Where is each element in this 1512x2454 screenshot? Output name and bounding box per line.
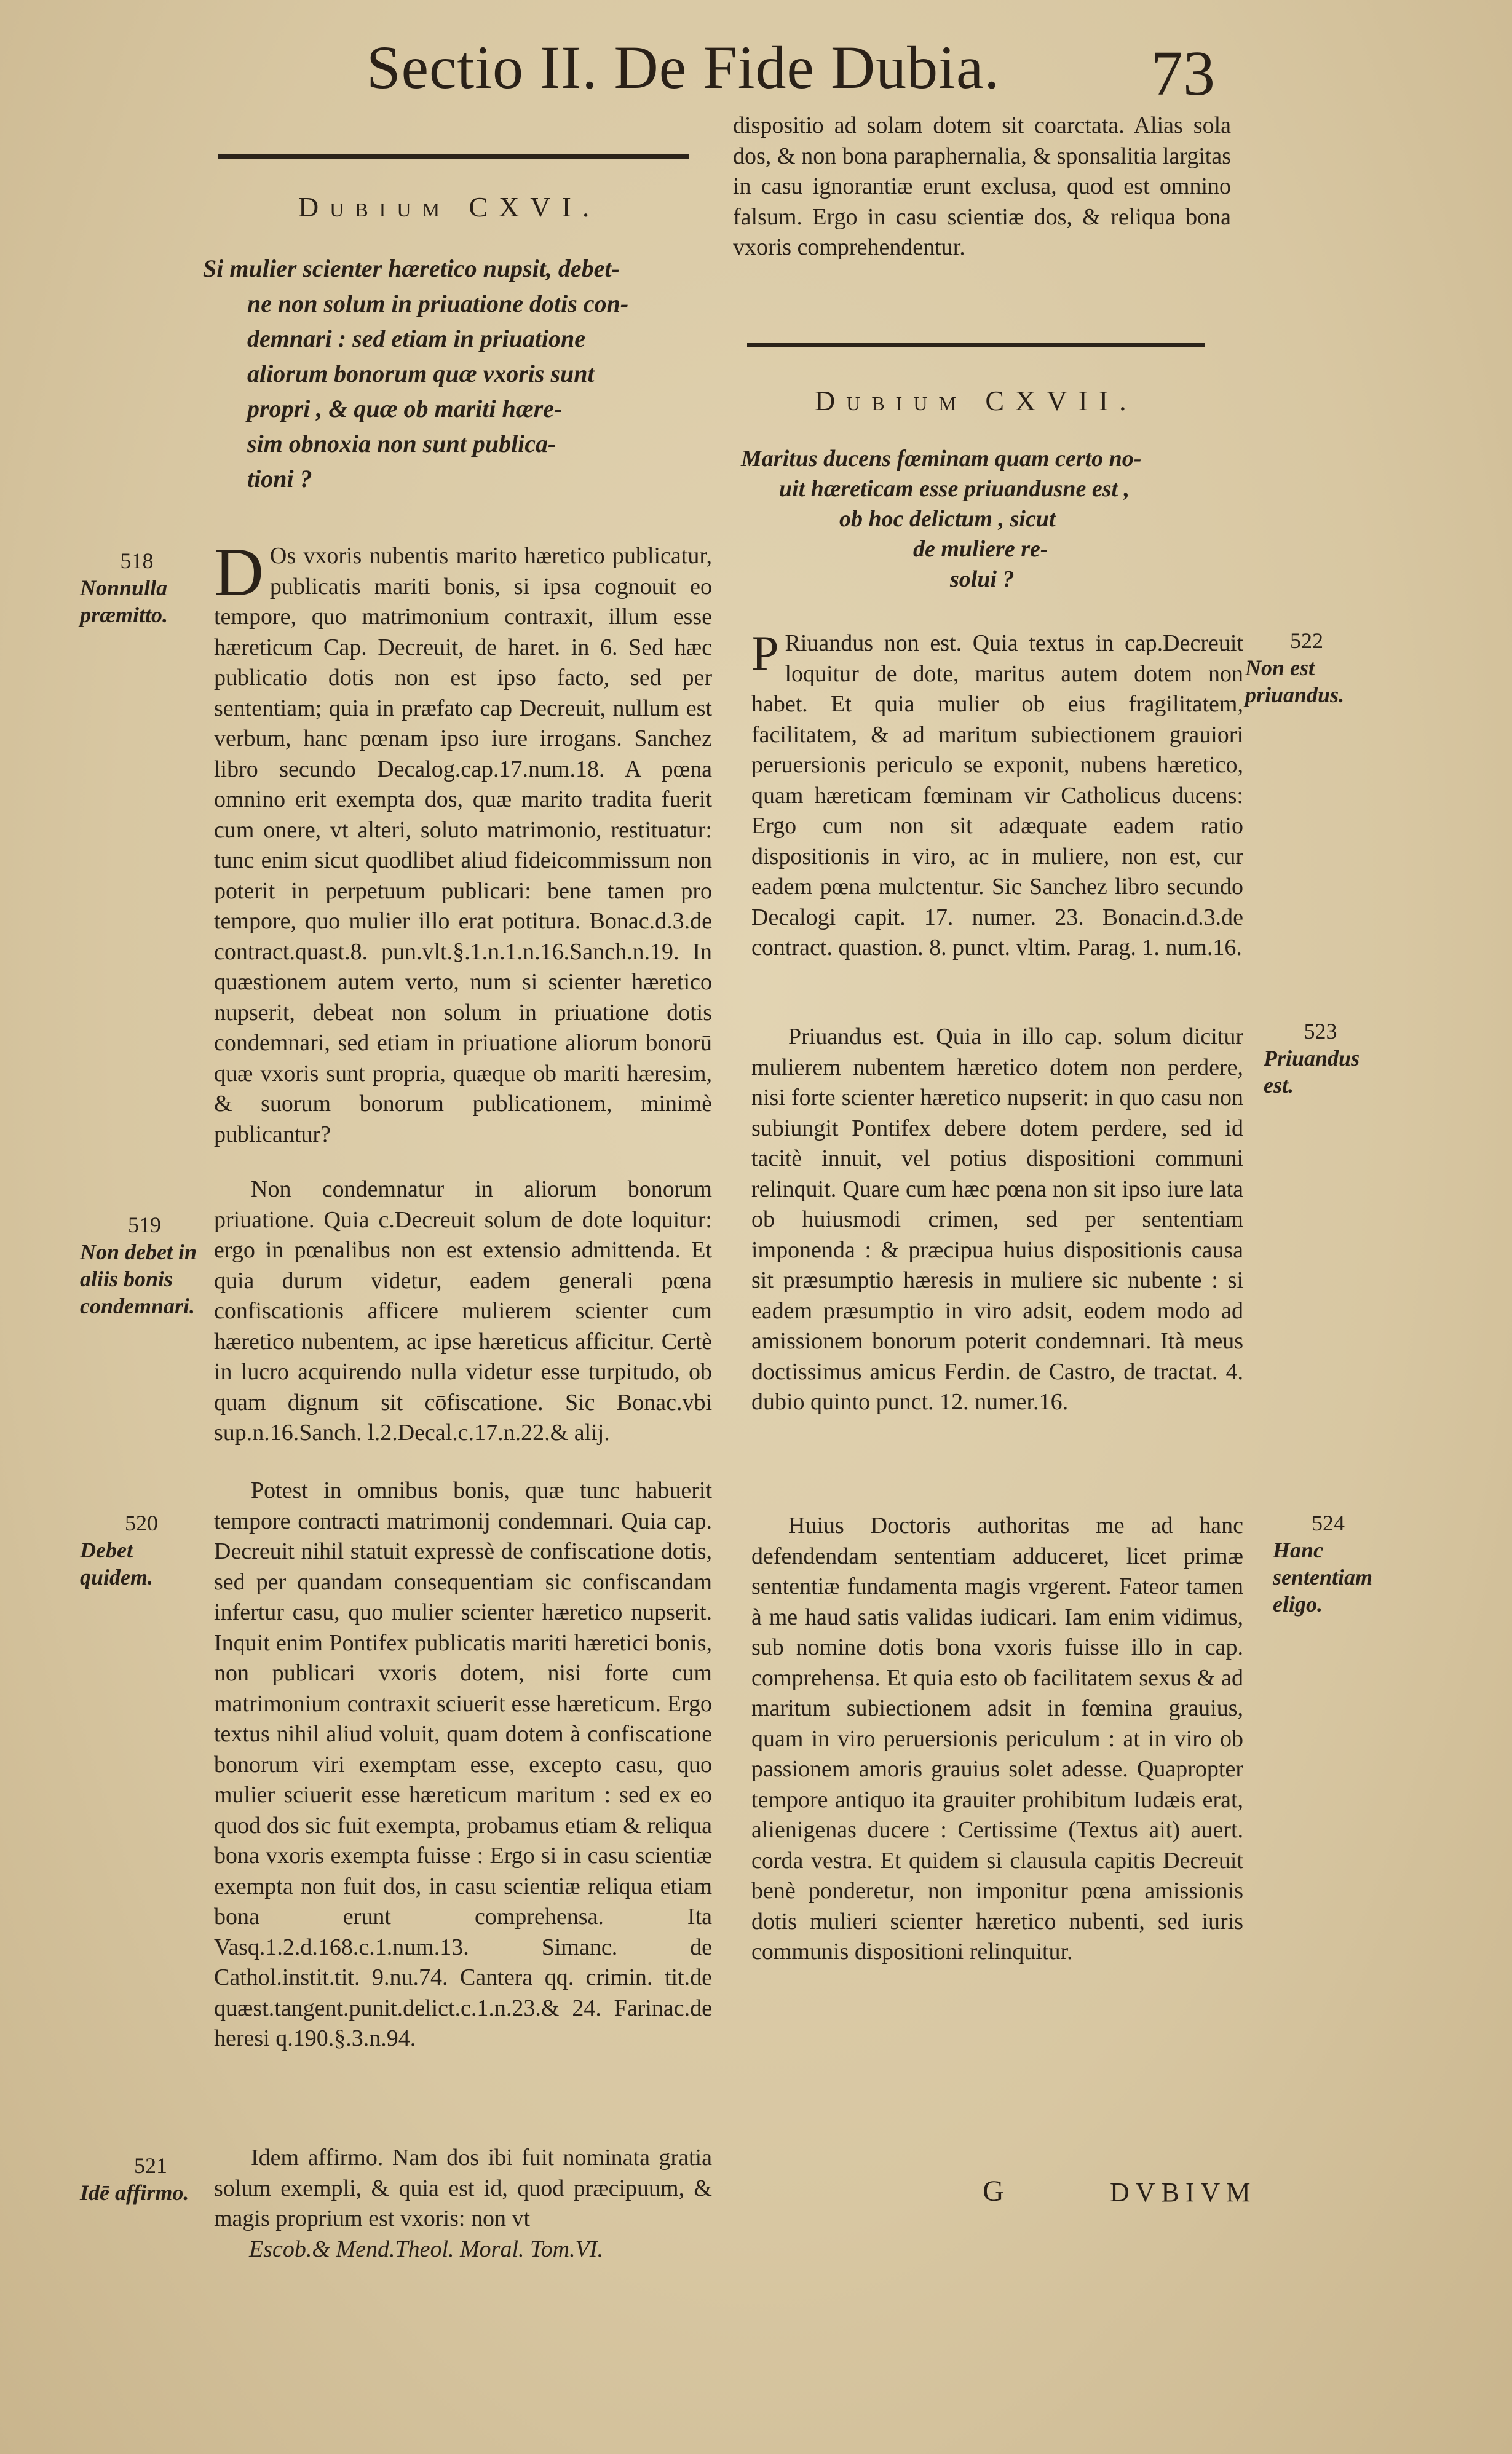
drop-cap-letter: D [214, 534, 264, 611]
running-header-title: Sectio II. De Fide Dubia. [366, 33, 1000, 101]
question-line: Maritus ducens fœminam quam certo no- [741, 446, 1142, 472]
footer-author-volume: Escob.& Mend.Theol. Moral. Tom.VI. [249, 2236, 603, 2262]
margin-note-522: 522 Non est priuandus. [1245, 628, 1345, 707]
margin-note-519: 519 Non debet in aliis bonis condemnari. [80, 1213, 197, 1318]
paragraph-523: Priuandus est. Quia in illo cap. solum dicitur mulierem nubentem hæretico dotem non perdere, nisi forte scienter hæretico nupserit: in quo casu non subiungit Pontifex debere dotem perdere, sed id tacitè innuit, vel potius dispositioni communi relinquit. Quare cum hæc pœna non sit ipso iure lata ob huiusmodi crimen, sed per sententiam imponenda : & præcipua huius dispositionis causa sit præsumptio hæresis in muliere sic nubente : si eadem præsumptio in viro adsit, eodem modo ad amissionem bonorum poterit condemnari. Ità meus doctissimus amicus Ferdin. de Castro, de tractat. 4. dubio quinto punct. 12. numer.16. [751, 1024, 1243, 1415]
dubium-117-body [751, 628, 1243, 2101]
question-line: propri , & quæ ob mariti hære- [247, 395, 563, 422]
question-line: ob hoc delictum , sicut [839, 506, 1056, 532]
paragraph-520: Potest in omnibus bonis, quæ tunc habuerit tempore contracti matrimonij condemnari. Quia cap. Decreuit nihil statuit expressè de confiscatione dotis, sed per quandam consequentiam sic confiscandam infertur casu, quo mulier scienter hæretico nupserit. Inquit enim Pontifex publicatis mariti hæretici bonis, non publicari vxoris dotem, nisi forte cum matrimonium contraxit sciuerit esse hæreticum. Ergo textus nihil aliud voluit, quam dotem à confiscatione bonorum viri exemptam esse, excepto casu, quo mulier sciuerit esse hæreticum maritum : sed ex eo quod dos sic fuit exempta, probamus etiam & reliqua bona vxoris exempta fuisse : Ergo si in casu scientiæ exempta non fuit dos, in casu scientiæ reliqua etiam bona erunt comprehensa. Ita Vasq.1.2.d.168.c.1.num.13. Simanc. de Cathol.instit.tit. 9.nu.74. Cantera qq. crimin. tit.de quæst.tangent.punit.delict.c.1.n.23.& 24. Farinac.de heresi q.190.§.3.n.94. [214, 1478, 712, 2051]
paragraph-text: Os vxoris nubentis marito hæretico publicatur, publicatis mariti bonis, si ipsa cognouit eo tempore, quo matrimonium contraxit, illum esse hæreticum Cap. Decreuit, de haret. in 6. Sed hæc publicatio dotis non est ipso facto, sed per sententiam; quia in præfato cap Decreuit, nullum est verbum, hanc pœnam ipso iure irrogans. Sanchez libro secundo Decalog.cap.17.num.18. A pœna omnino erit exempta dos, quæ marito tradita fuerit cum onere, vt alteri, soluto matrimonio, restituatur: tunc enim sicut quodlibet aliud fideicommissum non poterit in perpetuum publicari: bene tamen pro tempore, quo mulier illo erat potitura. Bonac.d.3.de contract.quast.8. pun.vlt.§.1.n.1.n.16.Sanch.n.19. In quæstionem autem verto, num si scienter hæretico nupserit, debeat non solum in priuatione dotis condemnari, sed etiam in priuatione aliorum bonorū quæ vxoris sunt propria, quæque ob mariti hæresim, & suorum bonorum publicationem, minimè publicantur? [214, 543, 712, 1147]
continuation-paragraph: dispositio ad solam dotem sit coarctata. Alias sola dos, & non bona paraphernalia, & sponsalitia largitas in casu ignorantiæ erunt exclusa, quod est omnino falsum. Ergo in casu scientiæ dos, & reliqua bona vxoris comprehendentur. [733, 113, 1231, 260]
paragraph-518 [214, 534, 712, 1174]
paragraph-text: Riuandus non est. Quia textus in cap.Decreuit loquitur de dote, maritus autem dotem non habet. Et quia mulier ob eius fragilitatem, facilitatem, & ad maritum subiectionem grauiori peruersionis periculo se exponit, nubens hæretico, quam hæreticam fœminam vir Catholicus ducens: Ergo cum non sit adæquate eadem ratio dispositionis in viro, ac in muliere, non est, cur eadem pœna mulctentur. Sic Sanchez libro secundo Decalogi capit. 17. numer. 23. Bonacin.d.3.de contract. quastion. 8. punct. vltim. Parag. 1. num.16. [751, 630, 1243, 960]
dubium-117-heading: Dubium CXVII. [815, 385, 1138, 416]
question-line: sim obnoxia non sunt publica- [247, 430, 556, 457]
question-line: de muliere re- [913, 536, 1048, 562]
paragraph-524: Huius Doctoris authoritas me ad hanc defendendam sententiam adduceret, licet primæ sententiæ fundamenta magis vrgerent. Fateor tamen à me haud satis validas iudicari. Iam enim vidimus, sub nomine dotis bona vxoris fuisse illo in cap. comprehensa. Et quia esto ob facilitatem sexus & ad maritum subiectionem adsit in fœmina grauius, quam in viro peruersionis periculum : at in viro ob passionem amoris grauius solet adesse. Quapropter tempore antiquo ita grauiter prohibitum Iudæis erat, alienigenas ducere : Certissime (Textus ait) auert. corda vestra. Et quidem si clausula capitis Decreuit benè ponderetur, non imponitur pœna amissionis dotis mulieri scienter hæretico nubenti, sed iuris communis dispositioni relinquitur. [751, 1513, 1243, 1965]
margin-note-521: 521 Idē affirmo. [80, 2153, 189, 2205]
catchword: DVBIVM [1110, 2177, 1257, 2207]
paragraph-521: Idem affirmo. Nam dos ibi fuit nominata gratia solum exempli, & quia est id, quod præcipuum, & magis proprium est vxoris: non vt [214, 2145, 712, 2231]
question-line: tioni ? [247, 465, 312, 493]
drop-cap-letter: P [751, 627, 779, 681]
question-line: aliorum bonorum quæ vxoris sunt [247, 360, 595, 387]
dubium-116-heading: Dubium CXVI. [298, 191, 601, 223]
section-divider-right [747, 343, 1205, 347]
dubium-116-body [214, 534, 712, 2231]
margin-note-520: 520 Debet quidem. [80, 1511, 158, 1589]
question-line: solui ? [950, 566, 1015, 592]
dubium-117-question [741, 444, 1257, 595]
margin-note-518: 518 Nonnulla præmitto. [80, 548, 168, 627]
dubium-116-question [203, 251, 689, 496]
question-line: ne non solum in priuatione dotis con- [247, 290, 629, 317]
signature-mark: G [983, 2175, 1004, 2207]
margin-note-523: 523 Priuandus est. [1264, 1019, 1360, 1098]
paragraph-522 [751, 628, 1243, 1022]
question-line: demnari : sed etiam in priuatione [247, 325, 586, 352]
question-line: Si mulier scienter hæretico nupsit, debet- [203, 255, 620, 282]
section-divider-left [218, 154, 689, 159]
question-line: uit hæreticam esse priuandusne est , [779, 476, 1130, 502]
page-number: 73 [1151, 38, 1215, 109]
paragraph-519: Non condemnatur in aliorum bonorum priuatione. Quia c.Decreuit solum de dote loquitur: ergo in pœnalibus non est extensio admittenda. Et quia durum videtur, eadem generali pœna confiscationis afficere mulierem scienter cum hæretico nubentem, ac ipse hæreticus afficitur. Certè in lucro acquirendo nulla videtur esse turpitudo, ob quam dignum sit cōfiscatione. Sic Bonac.vbi sup.n.16.Sanch. l.2.Decal.c.17.n.22.& alij. [214, 1176, 712, 1446]
margin-note-524: 524 Hanc sententiam eligo. [1273, 1511, 1373, 1617]
